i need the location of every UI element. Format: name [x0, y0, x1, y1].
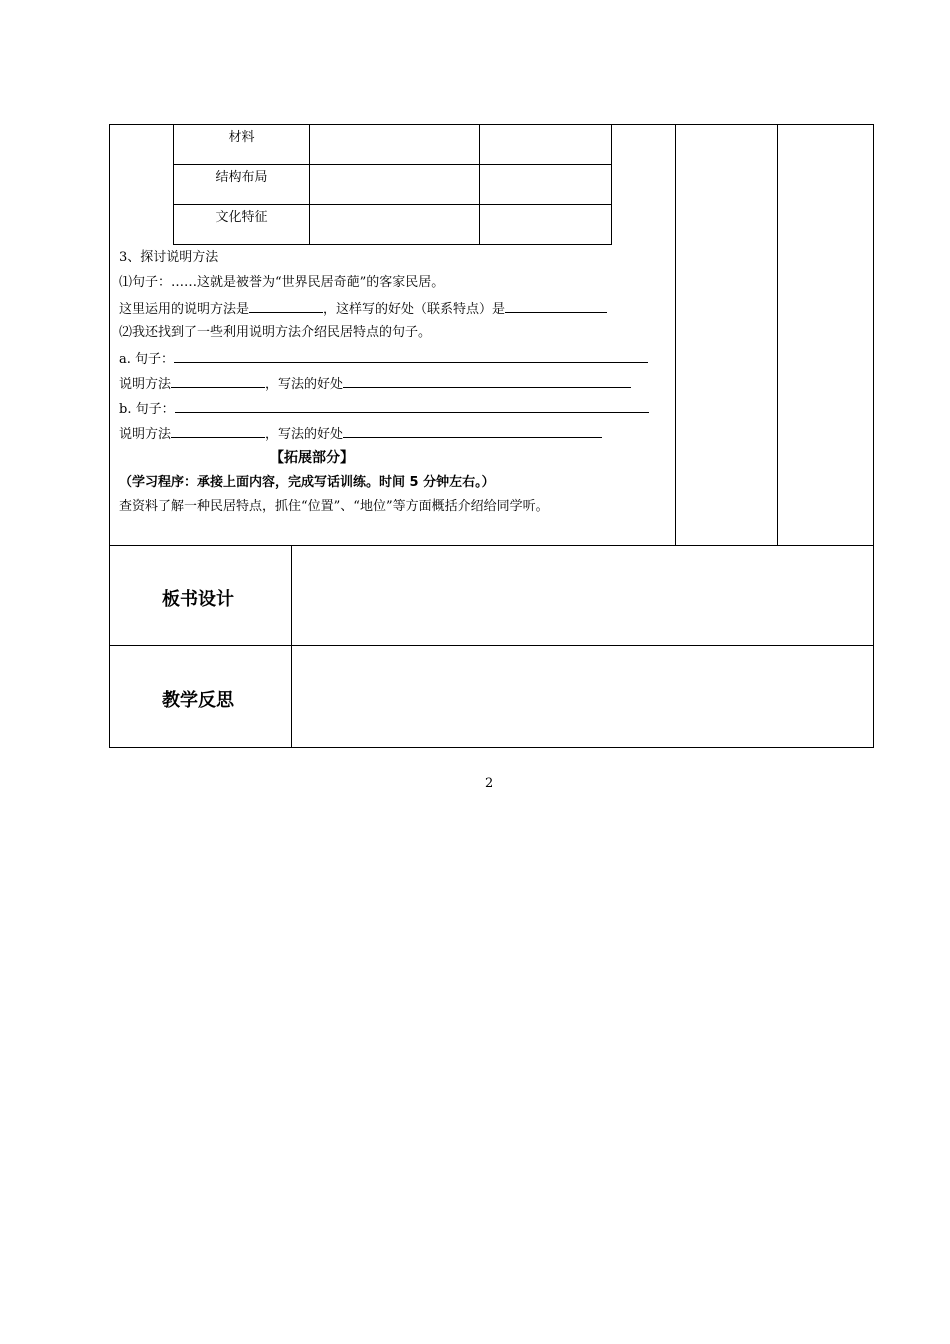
a-method-line	[119, 375, 631, 393]
a-sentence-line	[119, 350, 648, 368]
a-method-label: 说明方法	[119, 377, 172, 392]
item-1-sentence: ⑴句子：……这就是被誉为“世界民居奇葩”的客家民居。	[119, 275, 445, 290]
a-sentence-label: a. 句子：	[119, 352, 175, 367]
a-sentence-blank[interactable]	[174, 350, 648, 363]
outer-right-border	[873, 124, 874, 748]
method-prefix: 这里运用的说明方法是	[119, 302, 250, 317]
b-method-line	[119, 425, 602, 443]
inner-row-label-materials: 材料	[228, 130, 255, 145]
b-sentence-line	[119, 400, 649, 418]
inner-row-label-culture: 文化特征	[215, 210, 268, 225]
outer-bottom-border	[109, 747, 874, 748]
inner-table-h1	[173, 164, 612, 165]
b-sentence-label: b. 句子：	[119, 402, 175, 417]
item-2-sentence: ⑵我还找到了一些利用说明方法介绍民居特点的句子。	[119, 325, 432, 340]
a-benefit-label: ，写法的好处	[265, 377, 344, 392]
teaching-reflection-label: 教学反思	[162, 690, 234, 711]
outer-top-border	[109, 124, 874, 125]
inner-table-right	[611, 124, 612, 245]
b-benefit-blank[interactable]	[343, 425, 602, 438]
b-benefit-label: ，写法的好处	[265, 427, 344, 442]
outer-left-border	[109, 124, 110, 748]
method-mid: ，这样写的好处（联系特点）是	[323, 302, 506, 317]
b-method-label: 说明方法	[119, 427, 172, 442]
inner-table-c2	[479, 124, 480, 245]
a-benefit-blank[interactable]	[343, 375, 631, 388]
extension-task: 查资料了解一种民居特点，抓住“位置”、“地位”等方面概括介绍给同学听。	[119, 499, 549, 514]
page-number: 2	[485, 776, 494, 791]
extension-note: （学习程序：承接上面内容，完成写话训练。时间 5 分钟左右。）	[119, 475, 495, 490]
board-design-area[interactable]	[292, 546, 873, 645]
benefit-blank[interactable]	[505, 300, 607, 313]
method-blank[interactable]	[249, 300, 323, 313]
inner-table-h2	[173, 204, 612, 205]
b-method-blank[interactable]	[171, 425, 265, 438]
inner-table-c1	[309, 124, 310, 245]
inner-row-label-structure: 结构布局	[215, 170, 268, 185]
col-divider-b	[777, 124, 778, 545]
a-method-blank[interactable]	[171, 375, 265, 388]
method-question-line	[119, 300, 607, 318]
extension-title: 【拓展部分】	[270, 450, 354, 466]
board-design-label: 板书设计	[162, 589, 234, 610]
teaching-reflection-area[interactable]	[292, 646, 873, 747]
section-heading: 3、探讨说明方法	[119, 250, 219, 265]
inner-table-bottom	[173, 244, 612, 245]
b-sentence-blank[interactable]	[175, 400, 649, 413]
col-divider-a	[675, 124, 676, 545]
